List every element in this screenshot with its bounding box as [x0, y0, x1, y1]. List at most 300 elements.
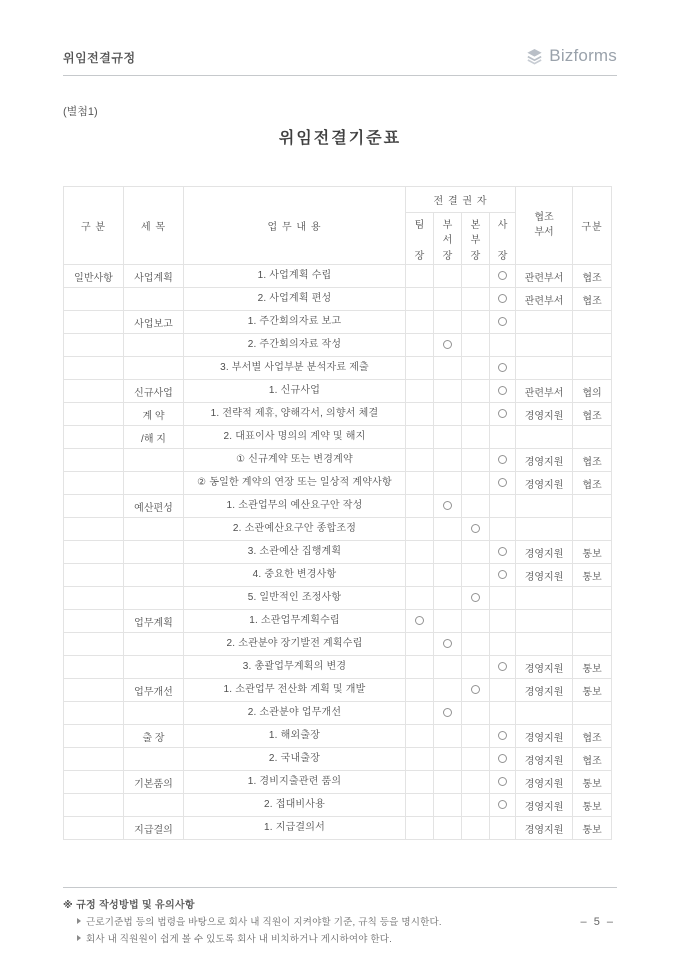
brand-logo [525, 46, 617, 66]
cell-coop-type [573, 495, 612, 518]
cell-approver-dept-head [434, 426, 462, 449]
cell-category [64, 564, 124, 587]
cell-approver-division-head [462, 633, 490, 656]
cell-coop-dept: 경영지원 [516, 541, 573, 564]
table-row [64, 748, 612, 771]
cell-approver-dept-head [434, 656, 462, 679]
cell-approver-division-head [462, 288, 490, 311]
cell-coop-dept [516, 518, 573, 541]
header-item: 세 목 [124, 187, 184, 265]
table-row [64, 518, 612, 541]
cell-category [64, 403, 124, 426]
cell-task: 3. 부서별 사업부분 분석자료 제출 [184, 357, 406, 380]
cell-approver-division-head [462, 587, 490, 610]
cell-task: 1. 신규사업 [184, 380, 406, 403]
table-row [64, 541, 612, 564]
brand-name: Bizforms [549, 46, 617, 65]
cell-approver-president [490, 357, 516, 380]
triangle-bullet-icon [77, 918, 81, 924]
cell-approver-division-head [462, 357, 490, 380]
cell-coop-dept [516, 702, 573, 725]
cell-coop-dept: 경영지원 [516, 564, 573, 587]
header-approver-division-head: 본 부 장 [462, 213, 490, 265]
cell-coop-type [573, 702, 612, 725]
table-row [64, 495, 612, 518]
cell-item: 신규사업 [124, 380, 184, 403]
cell-item: 예산편성 [124, 495, 184, 518]
cell-task: 3. 소관예산 집행계획 [184, 541, 406, 564]
cell-approver-dept-head [434, 564, 462, 587]
cell-coop-dept: 경영지원 [516, 817, 573, 840]
attachment-label: (별첨1) [63, 106, 98, 118]
cell-item: 계 약 [124, 403, 184, 426]
cell-approver-team-leader [406, 587, 434, 610]
doc-title: 위임전결규정 [63, 51, 136, 65]
table-row [64, 725, 612, 748]
cell-coop-type [573, 426, 612, 449]
approval-circle [498, 777, 507, 786]
cell-approver-division-head [462, 679, 490, 702]
cell-coop-type [573, 334, 612, 357]
cell-approver-president [490, 311, 516, 334]
cell-approver-dept-head [434, 702, 462, 725]
cell-approver-president [490, 265, 516, 288]
cell-approver-division-head [462, 449, 490, 472]
cell-approver-team-leader [406, 311, 434, 334]
cell-item: 출 장 [124, 725, 184, 748]
cell-approver-president [490, 564, 516, 587]
approval-table-body [64, 265, 612, 840]
cell-coop-dept: 경영지원 [516, 472, 573, 495]
cell-approver-president [490, 541, 516, 564]
approval-circle [443, 501, 452, 510]
cell-coop-dept: 관련부서 [516, 380, 573, 403]
cell-coop-type [573, 633, 612, 656]
cell-approver-president [490, 656, 516, 679]
cell-coop-type: 협조 [573, 725, 612, 748]
cell-approver-team-leader [406, 817, 434, 840]
cell-coop-dept: 경영지원 [516, 449, 573, 472]
cell-item: 기본품의 [124, 771, 184, 794]
cell-approver-dept-head [434, 725, 462, 748]
cell-coop-dept [516, 311, 573, 334]
cell-approver-president [490, 449, 516, 472]
approval-circle [498, 662, 507, 671]
cell-approver-division-head [462, 472, 490, 495]
cell-coop-dept: 경영지원 [516, 771, 573, 794]
cell-coop-type: 통보 [573, 541, 612, 564]
table-row [64, 472, 612, 495]
cell-approver-dept-head [434, 518, 462, 541]
cell-coop-dept [516, 633, 573, 656]
cell-task: 1. 소관업무계획수립 [184, 610, 406, 633]
cell-coop-dept: 경영지원 [516, 656, 573, 679]
document-header [63, 46, 617, 76]
cell-item [124, 794, 184, 817]
cell-approver-team-leader [406, 794, 434, 817]
cell-approver-team-leader [406, 288, 434, 311]
cell-category [64, 656, 124, 679]
cell-approver-team-leader [406, 702, 434, 725]
cell-item: 사업보고 [124, 311, 184, 334]
cell-approver-team-leader [406, 426, 434, 449]
cell-item [124, 449, 184, 472]
triangle-bullet-icon [77, 935, 81, 941]
cell-category [64, 725, 124, 748]
cell-category [64, 679, 124, 702]
cell-coop-dept [516, 357, 573, 380]
cell-approver-team-leader [406, 334, 434, 357]
cell-task: 2. 소관분야 장기발전 계획수립 [184, 633, 406, 656]
cell-coop-dept [516, 334, 573, 357]
cell-approver-team-leader [406, 495, 434, 518]
header-approvers-group: 전 결 권 자 [406, 187, 516, 213]
cell-task: ② 동일한 계약의 연장 또는 일상적 계약사항 [184, 472, 406, 495]
approval-circle [498, 754, 507, 763]
cell-approver-dept-head [434, 587, 462, 610]
table-row [64, 357, 612, 380]
cell-category [64, 748, 124, 771]
cell-approver-team-leader [406, 541, 434, 564]
table-row [64, 656, 612, 679]
cell-task: 1. 사업계획 수립 [184, 265, 406, 288]
cell-coop-type: 통보 [573, 679, 612, 702]
cell-coop-dept [516, 426, 573, 449]
table-row [64, 702, 612, 725]
header-coop-dept [516, 187, 573, 265]
cell-task: 4. 중요한 변경사항 [184, 564, 406, 587]
cell-item [124, 518, 184, 541]
header-approver-dept-head: 부 서 장 [434, 213, 462, 265]
header-category2: 구분 [573, 187, 612, 265]
cell-category [64, 817, 124, 840]
cell-coop-dept [516, 587, 573, 610]
cell-approver-dept-head [434, 265, 462, 288]
cell-approver-president [490, 334, 516, 357]
footer-note [77, 931, 617, 945]
cell-item [124, 587, 184, 610]
cell-category [64, 472, 124, 495]
approval-circle [498, 478, 507, 487]
cell-item: /해 지 [124, 426, 184, 449]
cell-approver-president [490, 288, 516, 311]
approval-circle [415, 616, 424, 625]
approval-circle [498, 731, 507, 740]
cell-category [64, 518, 124, 541]
cell-coop-dept: 관련부서 [516, 265, 573, 288]
cell-approver-team-leader [406, 403, 434, 426]
cell-approver-dept-head [434, 334, 462, 357]
table-row [64, 817, 612, 840]
cell-category [64, 334, 124, 357]
cell-task: 1. 경비지출관련 품의 [184, 771, 406, 794]
cell-category [64, 426, 124, 449]
cell-approver-dept-head [434, 817, 462, 840]
footer-note-text: 근로기준법 등의 법령을 바탕으로 회사 내 직원이 지켜야할 기준, 규칙 등을 명시한다. [86, 917, 442, 928]
cell-item [124, 357, 184, 380]
cell-approver-team-leader [406, 380, 434, 403]
approval-circle [443, 340, 452, 349]
cell-approver-president [490, 472, 516, 495]
cell-approver-president [490, 794, 516, 817]
cell-coop-type: 통보 [573, 771, 612, 794]
approval-circle [498, 547, 507, 556]
table-row [64, 334, 612, 357]
table-row [64, 771, 612, 794]
cell-approver-dept-head [434, 794, 462, 817]
layers-icon [525, 47, 544, 66]
cell-approver-dept-head [434, 288, 462, 311]
cell-task: 1. 소관업무 전산화 계획 및 개발 [184, 679, 406, 702]
cell-approver-president [490, 495, 516, 518]
cell-item: 지급결의 [124, 817, 184, 840]
footer-heading: ※ 규정 작성방법 및 유의사항 [63, 900, 195, 911]
cell-item [124, 564, 184, 587]
cell-task: 1. 해외출장 [184, 725, 406, 748]
page-title: 위임전결기준표 [278, 130, 402, 147]
cell-coop-type: 통보 [573, 656, 612, 679]
cell-approver-division-head [462, 610, 490, 633]
footer [63, 888, 617, 945]
cell-approver-division-head [462, 518, 490, 541]
cell-approver-division-head [462, 311, 490, 334]
cell-approver-division-head [462, 564, 490, 587]
cell-approver-dept-head [434, 357, 462, 380]
cell-approver-dept-head [434, 311, 462, 334]
approval-circle [498, 570, 507, 579]
approval-circle [498, 409, 507, 418]
cell-task: ① 신규계약 또는 변경계약 [184, 449, 406, 472]
approval-circle [443, 708, 452, 717]
document-page [63, 0, 617, 945]
cell-approver-division-head [462, 725, 490, 748]
cell-approver-president [490, 725, 516, 748]
table-row [64, 311, 612, 334]
cell-category [64, 380, 124, 403]
approval-circle [498, 271, 507, 280]
cell-coop-dept: 관련부서 [516, 288, 573, 311]
cell-approver-president [490, 748, 516, 771]
cell-approver-team-leader [406, 771, 434, 794]
header-coop-dept-label: 협조부서 [534, 212, 554, 238]
cell-coop-type: 통보 [573, 564, 612, 587]
cell-approver-dept-head [434, 679, 462, 702]
cell-category [64, 587, 124, 610]
table-row [64, 587, 612, 610]
cell-approver-dept-head [434, 633, 462, 656]
table-row [64, 288, 612, 311]
cell-approver-team-leader [406, 518, 434, 541]
cell-category [64, 610, 124, 633]
cell-coop-type: 협조 [573, 265, 612, 288]
cell-coop-type [573, 610, 612, 633]
approval-circle [498, 317, 507, 326]
cell-coop-type: 협의 [573, 380, 612, 403]
cell-approver-president [490, 426, 516, 449]
cell-approver-president [490, 679, 516, 702]
cell-category: 일반사항 [64, 265, 124, 288]
cell-task: 2. 대표이사 명의의 계약 및 해지 [184, 426, 406, 449]
cell-task: 5. 일반적인 조정사항 [184, 587, 406, 610]
cell-category [64, 288, 124, 311]
cell-item: 사업계획 [124, 265, 184, 288]
cell-approver-division-head [462, 334, 490, 357]
cell-task: 2. 소관분야 업무개선 [184, 702, 406, 725]
cell-approver-dept-head [434, 495, 462, 518]
table-row [64, 426, 612, 449]
cell-approver-president [490, 771, 516, 794]
approval-circle [498, 363, 507, 372]
cell-item [124, 702, 184, 725]
table-row [64, 380, 612, 403]
cell-item [124, 656, 184, 679]
header-approver-team-leader: 팀 장 [406, 213, 434, 265]
footer-note [77, 914, 617, 928]
table-row [64, 610, 612, 633]
cell-approver-division-head [462, 380, 490, 403]
approval-circle [471, 685, 480, 694]
cell-coop-type: 통보 [573, 794, 612, 817]
cell-category [64, 357, 124, 380]
cell-coop-type: 협조 [573, 472, 612, 495]
cell-approver-president [490, 610, 516, 633]
cell-approver-president [490, 587, 516, 610]
cell-approver-dept-head [434, 472, 462, 495]
cell-approver-team-leader [406, 748, 434, 771]
cell-approver-team-leader [406, 564, 434, 587]
cell-approver-division-head [462, 702, 490, 725]
cell-task: 1. 소관업무의 예산요구안 작성 [184, 495, 406, 518]
approval-circle [498, 386, 507, 395]
cell-approver-team-leader [406, 656, 434, 679]
approval-circle [443, 639, 452, 648]
cell-category [64, 449, 124, 472]
cell-approver-dept-head [434, 541, 462, 564]
table-row [64, 403, 612, 426]
cell-approver-division-head [462, 495, 490, 518]
cell-approver-president [490, 380, 516, 403]
page-number: – 5 – [580, 916, 615, 928]
cell-category [64, 495, 124, 518]
cell-coop-dept: 경영지원 [516, 794, 573, 817]
approval-circle [498, 455, 507, 464]
cell-task: 1. 지급결의서 [184, 817, 406, 840]
approval-circle [471, 593, 480, 602]
cell-task: 1. 주간회의자료 보고 [184, 311, 406, 334]
cell-category [64, 702, 124, 725]
cell-approver-team-leader [406, 633, 434, 656]
cell-approver-division-head [462, 817, 490, 840]
cell-category [64, 541, 124, 564]
cell-category [64, 311, 124, 334]
cell-coop-type [573, 357, 612, 380]
header-task: 업 무 내 용 [184, 187, 406, 265]
cell-coop-dept [516, 610, 573, 633]
cell-coop-type: 협조 [573, 288, 612, 311]
cell-approver-team-leader [406, 472, 434, 495]
cell-item [124, 748, 184, 771]
cell-item [124, 288, 184, 311]
cell-approver-division-head [462, 656, 490, 679]
cell-item [124, 472, 184, 495]
cell-coop-type [573, 311, 612, 334]
cell-approver-division-head [462, 794, 490, 817]
cell-coop-dept [516, 495, 573, 518]
table-row [64, 265, 612, 288]
cell-approver-dept-head [434, 771, 462, 794]
cell-category [64, 633, 124, 656]
cell-approver-president [490, 403, 516, 426]
cell-coop-type: 협조 [573, 449, 612, 472]
cell-coop-type: 협조 [573, 403, 612, 426]
cell-item [124, 541, 184, 564]
cell-approver-president [490, 702, 516, 725]
header-category: 구 분 [64, 187, 124, 265]
cell-coop-type: 협조 [573, 748, 612, 771]
table-row [64, 449, 612, 472]
cell-task: 2. 접대비사용 [184, 794, 406, 817]
cell-approver-division-head [462, 403, 490, 426]
cell-approver-dept-head [434, 403, 462, 426]
cell-item [124, 633, 184, 656]
cell-approver-team-leader [406, 725, 434, 748]
cell-coop-dept: 경영지원 [516, 725, 573, 748]
cell-task: 2. 사업계획 편성 [184, 288, 406, 311]
cell-approver-president [490, 518, 516, 541]
cell-approver-division-head [462, 426, 490, 449]
approval-circle [471, 524, 480, 533]
cell-category [64, 794, 124, 817]
cell-approver-division-head [462, 265, 490, 288]
cell-task: 2. 국내출장 [184, 748, 406, 771]
cell-approver-division-head [462, 771, 490, 794]
cell-task: 2. 소관예산요구안 종합조정 [184, 518, 406, 541]
footer-note-text: 회사 내 직원원이 쉽게 볼 수 있도록 회사 내 비치하거나 게시하여야 한다. [86, 934, 393, 945]
cell-item [124, 334, 184, 357]
cell-approver-team-leader [406, 449, 434, 472]
cell-coop-type: 통보 [573, 817, 612, 840]
table-row [64, 564, 612, 587]
cell-coop-dept: 경영지원 [516, 748, 573, 771]
cell-coop-type [573, 587, 612, 610]
table-row [64, 633, 612, 656]
approval-circle [498, 800, 507, 809]
cell-coop-type [573, 518, 612, 541]
cell-approver-dept-head [434, 449, 462, 472]
cell-task: 1. 전략적 제휴, 양해각서, 의향서 체결 [184, 403, 406, 426]
cell-approver-dept-head [434, 380, 462, 403]
cell-approver-dept-head [434, 610, 462, 633]
cell-category [64, 771, 124, 794]
cell-approver-team-leader [406, 679, 434, 702]
cell-approver-division-head [462, 541, 490, 564]
cell-coop-dept: 경영지원 [516, 679, 573, 702]
cell-approver-team-leader [406, 357, 434, 380]
approval-table [63, 186, 612, 840]
cell-approver-dept-head [434, 748, 462, 771]
table-row [64, 794, 612, 817]
header-approver-president: 사 장 [490, 213, 516, 265]
cell-approver-team-leader [406, 265, 434, 288]
approval-circle [498, 294, 507, 303]
cell-approver-division-head [462, 748, 490, 771]
footer-notes [63, 914, 617, 945]
cell-task: 3. 총괄업무계획의 변경 [184, 656, 406, 679]
table-row [64, 679, 612, 702]
cell-approver-team-leader [406, 610, 434, 633]
cell-item: 업무계획 [124, 610, 184, 633]
cell-approver-president [490, 633, 516, 656]
